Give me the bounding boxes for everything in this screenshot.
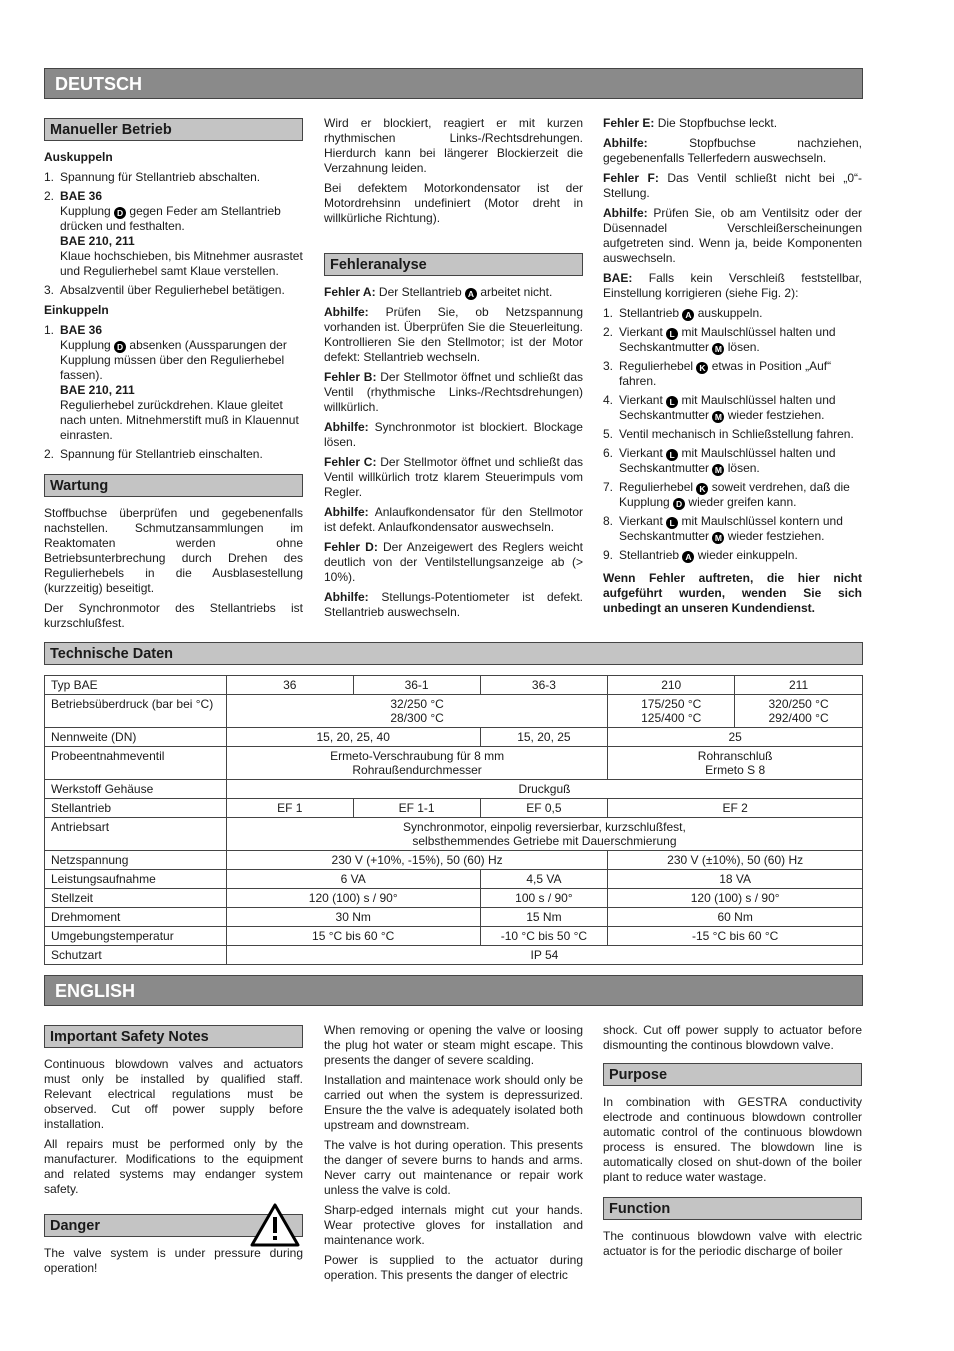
de-column-1 <box>44 118 303 636</box>
paragraph: Power is supplied to the actuator during operation. This presents the danger of electric <box>324 1253 583 1282</box>
de-column-2 <box>324 116 583 625</box>
section-title-english: ENGLISH <box>44 975 863 1006</box>
en-column-3 <box>603 1023 862 1264</box>
heading-safety-notes: Important Safety Notes <box>44 1025 303 1048</box>
paragraph: Fehler C: Der Stellmotor öffnet und schließt das Ventil willkürlich trotz klarem Steuerimpuls vom Regler. <box>324 455 583 499</box>
marker-m-icon: M <box>712 532 724 544</box>
heading-fehleranalyse: Fehleranalyse <box>324 253 583 276</box>
table-row: Betriebsüberdruck (bar bei °C) 32/250 °C 28/300 °C 175/250 °C 125/400 °C 320/250 °C 292/400 °C <box>45 695 863 728</box>
paragraph: Wird er blockiert, reagiert er mit kurzen rhythmischen Links-/Rechtsdrehungen. Hierdurch kann bei längerer Blockierzeit die Verzahnung leiden. <box>324 116 583 175</box>
marker-d-icon: D <box>114 341 126 353</box>
paragraph: Abhilfe: Anlaufkondensator für den Stellmotor ist defekt. Anlaufkondensator auswechseln. <box>324 505 583 534</box>
list-korrektur <box>603 306 862 563</box>
list-item: 1. Spannung für Stellantrieb abschalten. <box>44 170 261 184</box>
paragraph: shock. Cut off power supply to actuator before dismounting the continous blowdown valve. <box>603 1023 862 1052</box>
paragraph: Fehler E: Die Stopfbuchse leckt. <box>603 116 778 130</box>
subheading-einkuppeln: Einkuppeln <box>44 303 109 317</box>
heading-purpose: Purpose <box>603 1063 862 1086</box>
table-row: Werkstoff Gehäuse Druckguß <box>45 780 863 799</box>
table-row: Umgebungstemperatur 15 °C bis 60 °C -10 °C bis 50 °C -15 °C bis 60 °C <box>45 927 863 946</box>
paragraph: Abhilfe: Stopfbuchse nachziehen, gegebenenfalls Tellerfedern auswechseln. <box>603 136 862 165</box>
table-row: Leistungsaufnahme 6 VA 4,5 VA 18 VA <box>45 870 863 889</box>
paragraph: BAE: Falls kein Verschleiß feststellbar, Einstellung korrigieren (siehe Fig. 2): <box>603 271 862 300</box>
marker-a-icon: A <box>465 288 477 300</box>
paragraph: Sharp-edged internals might cut your hands. Wear protective gloves for installation and maintenance work. <box>324 1203 583 1247</box>
heading-wartung: Wartung <box>44 474 303 497</box>
paragraph: Abhilfe: Prüfen Sie, ob am Ventilsitz oder der Düsennadel Verschleißerscheinungen aufgetreten sind. Wenn ja, beide Komponenten auswechseln. <box>603 206 862 265</box>
list-item: 1. Stellantrieb A auskuppeln. <box>603 306 763 320</box>
marker-k-icon: K <box>696 483 708 495</box>
marker-m-icon: M <box>712 464 724 476</box>
marker-m-icon: M <box>712 411 724 423</box>
paragraph: Bei defektem Motorkondensator ist der Motordrehsinn undefiniert (Motor dreht in willkürliche Richtung). <box>324 181 583 225</box>
paragraph: When removing or opening the valve or loosing the plug hot water or steam might escape. This presents the danger of severe scalding. <box>324 1023 583 1067</box>
table-row: Schutzart IP 54 <box>45 946 863 965</box>
list-item: 2. Spannung für Stellantrieb einschalten. <box>44 447 263 461</box>
list-auskuppeln <box>44 170 303 298</box>
paragraph: Fehler B: Der Stellmotor öffnet und schließt das Ventil (rhythmische Links-/Rechtsdrehungen) willkürlich. <box>324 370 583 414</box>
marker-a-icon: A <box>682 551 694 563</box>
table-row: Stellzeit 120 (100) s / 90° 100 s / 90° 120 (100) s / 90° <box>45 889 863 908</box>
marker-d-icon: D <box>114 207 126 219</box>
marker-l-icon: L <box>666 517 678 529</box>
paragraph: Abhilfe: Stellungs-Potentiometer ist defekt. Stellantrieb auswechseln. <box>324 590 583 619</box>
list-item: 3. Absalzventil über Regulierhebel betätigen. <box>44 283 285 297</box>
heading-danger: Danger <box>44 1214 303 1237</box>
table-row: Antriebsart Synchronmotor, einpolig reversierbar, kurzschlußfest, selbsthemmendes Getriebe mit Dauerschmierung <box>45 818 863 851</box>
list-item: 6. Vierkant L mit Maulschlüssel halten und Sechskantmutter M lösen. <box>603 446 836 475</box>
paragraph: Installation and maintenace work should only be carried out when the system is depressurized. Ensure the the valve is adequately isolated both upstream and downstream. <box>324 1073 583 1132</box>
paragraph: Abhilfe: Prüfen Sie, ob Netzspannung vorhanden ist. Überprüfen Sie die Steuerleitung. Kontrollieren Sie den Stellmotor; ist der Motor defekt: Stellantrieb wechseln. <box>324 305 583 364</box>
list-item: 1. BAE 36 Kupplung D absenken (Aussparungen der Kupplung müssen über den Regulierhebel fassen). BAE 210, 211 Regulierhebel zurückdrehen. Klaue gleitet nach unten. Mitnehmerstift muß in Klauennut einrasten. <box>44 323 299 442</box>
paragraph: Fehler D: Der Anzeigewert des Reglers weicht deutlich von der Ventilstellungsanzeige ab (> 10%). <box>324 540 583 584</box>
paragraph: Fehler F: Das Ventil schließt nicht bei „0“-Stellung. <box>603 171 863 200</box>
de-column-3 <box>603 116 862 621</box>
table-row: Typ BAE 36 36-1 36-3 210 211 <box>45 676 863 695</box>
marker-l-icon: L <box>666 396 678 408</box>
marker-a-icon: A <box>682 309 694 321</box>
marker-m-icon: M <box>712 343 724 355</box>
tech-data-table <box>44 675 863 965</box>
en-column-1 <box>44 1025 303 1281</box>
paragraph: The valve is hot during operation. This presents the danger of severe burns to hands and arms. Never carry out maintenance or repair work unless the valve is cold. <box>324 1138 583 1197</box>
marker-k-icon: K <box>696 362 708 374</box>
marker-l-icon: L <box>666 449 678 461</box>
paragraph: The continuous blowdown valve with electric actuator is for the periodic discharge of boiler <box>603 1229 862 1258</box>
paragraph: Stoffbuchse überprüfen und gegebenenfalls nachstellen. Schmutzansammlungen im Reaktomaten werden ohne Betriebsunterbrechung durch Drehen des Regulierhebels in die Ausblasestellung (kurzzeitig) beseitigt. <box>44 506 303 595</box>
paragraph: Fehler A: Der Stellantrieb A arbeitet nicht. <box>324 285 553 299</box>
warning-triangle-icon <box>250 1203 300 1247</box>
table-row: Drehmoment 30 Nm 15 Nm 60 Nm <box>45 908 863 927</box>
warning-text: Wenn Fehler auftreten, die hier nicht aufgeführt wurden, wenden Sie sich unbedingt an unseren Kundendienst. <box>603 571 862 615</box>
paragraph: The valve system is under pressure during operation! <box>44 1246 303 1275</box>
list-einkuppeln <box>44 323 303 462</box>
list-item: 4. Vierkant L mit Maulschlüssel halten und Sechskantmutter M wieder festziehen. <box>603 393 836 422</box>
heading-technische-daten: Technische Daten <box>44 642 863 665</box>
list-item: 7. Regulierhebel K soweit verdrehen, daß die Kupplung D wieder greifen kann. <box>603 480 850 509</box>
table-row: Stellantrieb EF 1 EF 1-1 EF 0,5 EF 2 <box>45 799 863 818</box>
list-item: 5. Ventil mechanisch in Schließstellung fahren. <box>603 427 854 441</box>
paragraph: All repairs must be performed only by the manufacturer. Modifications to the equipment and related systems may endanger system safety. <box>44 1137 303 1196</box>
list-item: 9. Stellantrieb A wieder einkuppeln. <box>603 548 798 562</box>
list-item: 8. Vierkant L mit Maulschlüssel kontern und Sechskantmutter M wieder festziehen. <box>603 514 843 543</box>
marker-d-icon: D <box>673 498 685 510</box>
paragraph: In combination with GESTRA conductivity electrode and continuous blowdown controller automatic control of the continuous blowdown process is ensured. The blowdown line is automatically closed on shut-down of the boiler plant to reduce water wastage. <box>603 1095 862 1184</box>
marker-l-icon: L <box>666 328 678 340</box>
heading-manueller-betrieb: Manueller Betrieb <box>44 118 303 141</box>
heading-function: Function <box>603 1197 862 1220</box>
paragraph: Abhilfe: Synchronmotor ist blockiert. Blockage lösen. <box>324 420 583 449</box>
list-item: 2. Vierkant L mit Maulschlüssel halten und Sechskantmutter M lösen. <box>603 325 836 354</box>
en-column-2 <box>324 1023 583 1288</box>
paragraph: Continuous blowdown valves and actuators must only be installed by qualified staff. Relevant electrical regulations must be observed. Cut off power supply before installation. <box>44 1057 303 1131</box>
table-row: Nennweite (DN) 15, 20, 25, 40 15, 20, 25 25 <box>45 728 863 747</box>
list-item: 2. BAE 36 Kupplung D gegen Feder am Stellantrieb drücken und festhalten. BAE 210, 211 Klaue hochschieben, bis Mitnehmer ausrastet und Regulierhebel samt Klaue verstellen. <box>44 189 303 278</box>
table-row: Probeentnahmeventil Ermeto-Verschraubung für 8 mm Rohraußendurchmesser Rohranschluß Ermeto S 8 <box>45 747 863 780</box>
list-item: 3. Regulierhebel K etwas in Position „Auf“ fahren. <box>603 359 832 388</box>
section-title-deutsch: DEUTSCH <box>44 68 863 99</box>
table-row: Netzspannung 230 V (+10%, -15%), 50 (60) Hz 230 V (±10%), 50 (60) Hz <box>45 851 863 870</box>
paragraph: Der Synchronmotor des Stellantriebs ist kurzschlußfest. <box>44 601 303 630</box>
subheading-auskuppeln: Auskuppeln <box>44 150 113 164</box>
